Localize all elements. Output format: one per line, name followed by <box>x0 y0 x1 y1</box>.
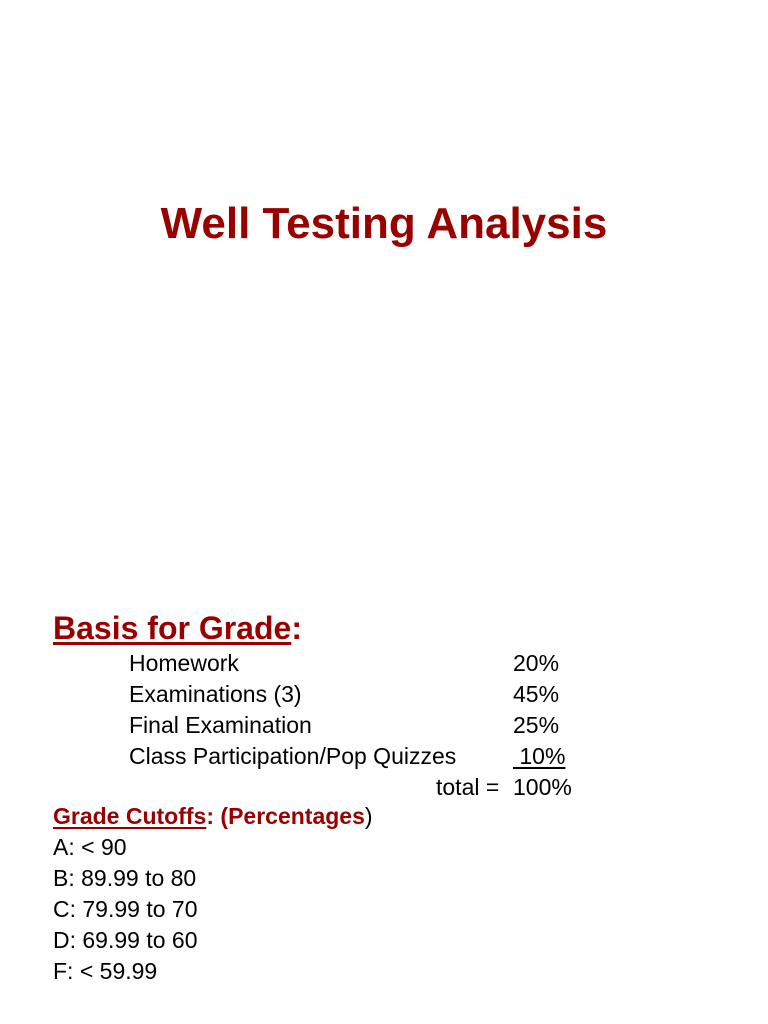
cutoffs-heading-close: ) <box>364 803 373 829</box>
cutoff-item-f: F: < 59.99 <box>53 958 158 984</box>
document-title: Well Testing Analysis <box>160 199 608 248</box>
basis-item-label: Class Participation/Pop Quizzes <box>129 743 457 769</box>
cutoffs-heading-sep: : <box>206 803 221 829</box>
cutoff-item-b: B: 89.99 to 80 <box>53 865 197 891</box>
cutoff-item-c: C: 79.99 to 70 <box>53 896 198 922</box>
basis-total-value: 100% <box>513 774 572 800</box>
basis-heading-text: Basis for Grade <box>53 610 292 646</box>
cutoff-item-d: D: 69.99 to 60 <box>53 927 198 953</box>
cutoffs-subheading: (Percentages <box>220 803 365 829</box>
basis-item-value: 25% <box>513 712 560 738</box>
basis-total-label: total = <box>436 774 500 800</box>
cutoffs-heading-text: Grade Cutoffs <box>53 803 207 829</box>
cutoff-item-a: A: < 90 <box>53 834 127 860</box>
basis-heading-colon: : <box>291 610 302 646</box>
basis-heading <box>53 606 302 650</box>
basis-item-label: Examinations (3) <box>129 681 302 707</box>
basis-item-value: 45% <box>513 681 560 707</box>
basis-item-value: 20% <box>513 650 560 676</box>
basis-item-value: 10% <box>513 743 566 769</box>
cutoffs-heading <box>53 800 373 832</box>
basis-item-label: Homework <box>129 650 239 676</box>
basis-item-label: Final Examination <box>129 712 312 738</box>
